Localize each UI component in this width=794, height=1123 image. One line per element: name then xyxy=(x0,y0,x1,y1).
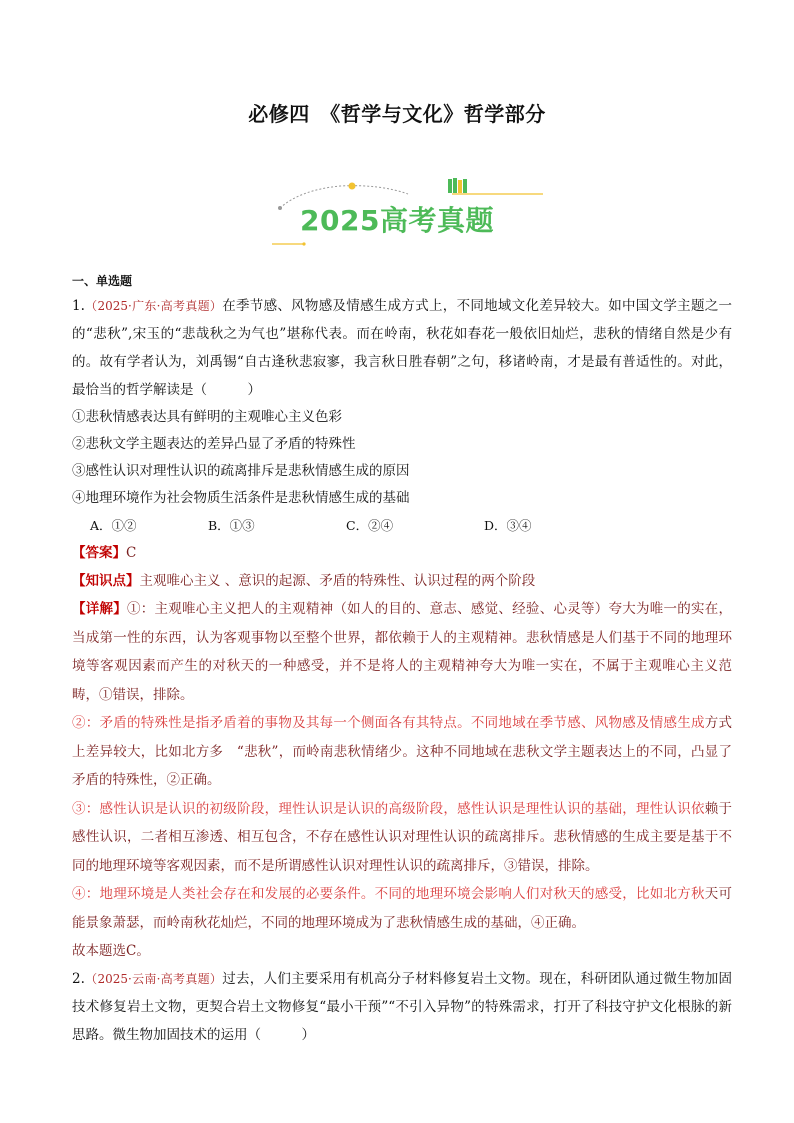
detail-text-highlight: ③：感性认识是认识的初级阶段，理性认识是认识的高级阶段，感性认识是理性认识的基础，理性认识依 xyxy=(72,800,705,817)
choice-a: A．①② xyxy=(90,518,137,533)
detail-text: 天可能景象萧瑟，而岭南秋花灿烂，不同的地理环境成为了悲秋情感生成的基础，④正确。 xyxy=(72,886,733,931)
question-1-stem xyxy=(72,292,732,404)
knowledge-row xyxy=(72,567,732,595)
detail-tag: 【详解】 xyxy=(72,601,128,617)
detail-text: 方式上差异较大，比如北方多 “悲秋”，而岭南悲秋情绪少。这种不同地域在悲秋文学主题表达上的不同，凸显了矛盾的特殊性，②正确。 xyxy=(72,715,733,788)
question-2-stem xyxy=(72,965,732,1049)
detail-paragraph-3 xyxy=(72,795,732,881)
section-heading: 一、单选题 xyxy=(72,274,133,288)
answer-value: C xyxy=(126,545,137,561)
detail-paragraph-2 xyxy=(72,709,732,795)
question-option: ②悲秋文学主题表达的差异凸显了矛盾的特殊性 xyxy=(72,436,356,452)
knowledge-text: 主观唯心主义 、意识的起源、矛盾的特殊性、认识过程的两个阶段 xyxy=(139,573,536,589)
conclusion: 故本题选C。 xyxy=(72,943,150,959)
answer-tag: 【答案】 xyxy=(72,545,126,561)
choice-d: D．③④ xyxy=(484,518,532,533)
knowledge-tag: 【知识点】 xyxy=(72,573,140,589)
question-option: ④地理环境作为社会物质生活条件是悲秋情感生成的基础 xyxy=(72,490,410,506)
books-icon xyxy=(448,178,467,193)
detail-paragraph-1 xyxy=(72,595,732,709)
detail-text-highlight: ④：地理环境是人类社会存在和发展的必要条件。不同的地理环境会影响人们对秋天的感受，比如北方秋 xyxy=(72,886,705,902)
question-number: 1. xyxy=(72,298,85,314)
detail-text: ①：主观唯心主义把人的主观精神（如人的目的、意志、感觉、经验、心灵等）夸大为唯一的实在，当成第一性的东西，认为客观事物以至整个世界，都依赖于人的主观精神。悲秋情感是人们基于不同的地理环境等客观因素而产生的对秋天的一种感受，并不是将人的主观精神夸大为唯一实在，不属于主观唯心主义范畴，①错误，排除。 xyxy=(72,601,733,703)
question-option: ①悲秋情感表达具有鲜明的主观唯心主义色彩 xyxy=(72,409,342,425)
answer-choices xyxy=(72,512,732,539)
answer-row xyxy=(72,539,732,567)
detail-paragraph-4 xyxy=(72,880,732,937)
question-option: ③感性认识对理性认识的疏离排斥是悲秋情感生成的原因 xyxy=(72,463,410,479)
question-number: 2. xyxy=(72,971,85,987)
choice-c: C．②④ xyxy=(346,518,394,533)
question-source: （2025·广东·高考真题） xyxy=(84,299,223,313)
page-title: 必修四 《哲学与文化》哲学部分 xyxy=(248,102,546,126)
question-text: 过去，人们主要采用有机高分子材料修复岩土文物。现在，科研团队通过微生物加固技术修复岩土文物，更契合岩土文物修复“最小干预”“不引入异物”的特殊需求，打开了科技守护文化根脉的新思路。微生物加固技术的运用（ ） xyxy=(72,971,733,1043)
question-source: （2025·云南·高考真题） xyxy=(84,972,223,986)
question-content xyxy=(72,272,732,1049)
question-text: 在季节感、风物感及情感生成方式上，不同地域文化差异较大。如中国文学主题之一的“悲秋”,宋玉的“悲哉秋之为气也”堪称代表。而在岭南，秋花如春花一般依旧灿烂，悲秋的情绪自然是少有的。故有学者认为，刘禹锡“自古逢秋悲寂寥，我言秋日胜春朝”之句，移诸岭南，才是最有普适性的。对此，最恰当的哲学解读是（ ） xyxy=(72,298,733,398)
detail-text-highlight: ②：矛盾的特殊性是指矛盾着的事物及其每一个侧面各有其特点。不同地域在季节感、风物感及情感生成 xyxy=(72,715,705,731)
detail-text: 赖于感性认识，二者相互渗透、相互包含，不存在感性认识对理性认识的疏离排斥。悲秋情感的生成主要是基于不同的地理环境等客观因素，而不是所谓感性认识对理性认识的疏离排斥，③错误，排除。 xyxy=(72,800,733,874)
choice-b: B．①③ xyxy=(208,518,255,533)
banner-title: 2025高考真题 xyxy=(300,204,494,237)
